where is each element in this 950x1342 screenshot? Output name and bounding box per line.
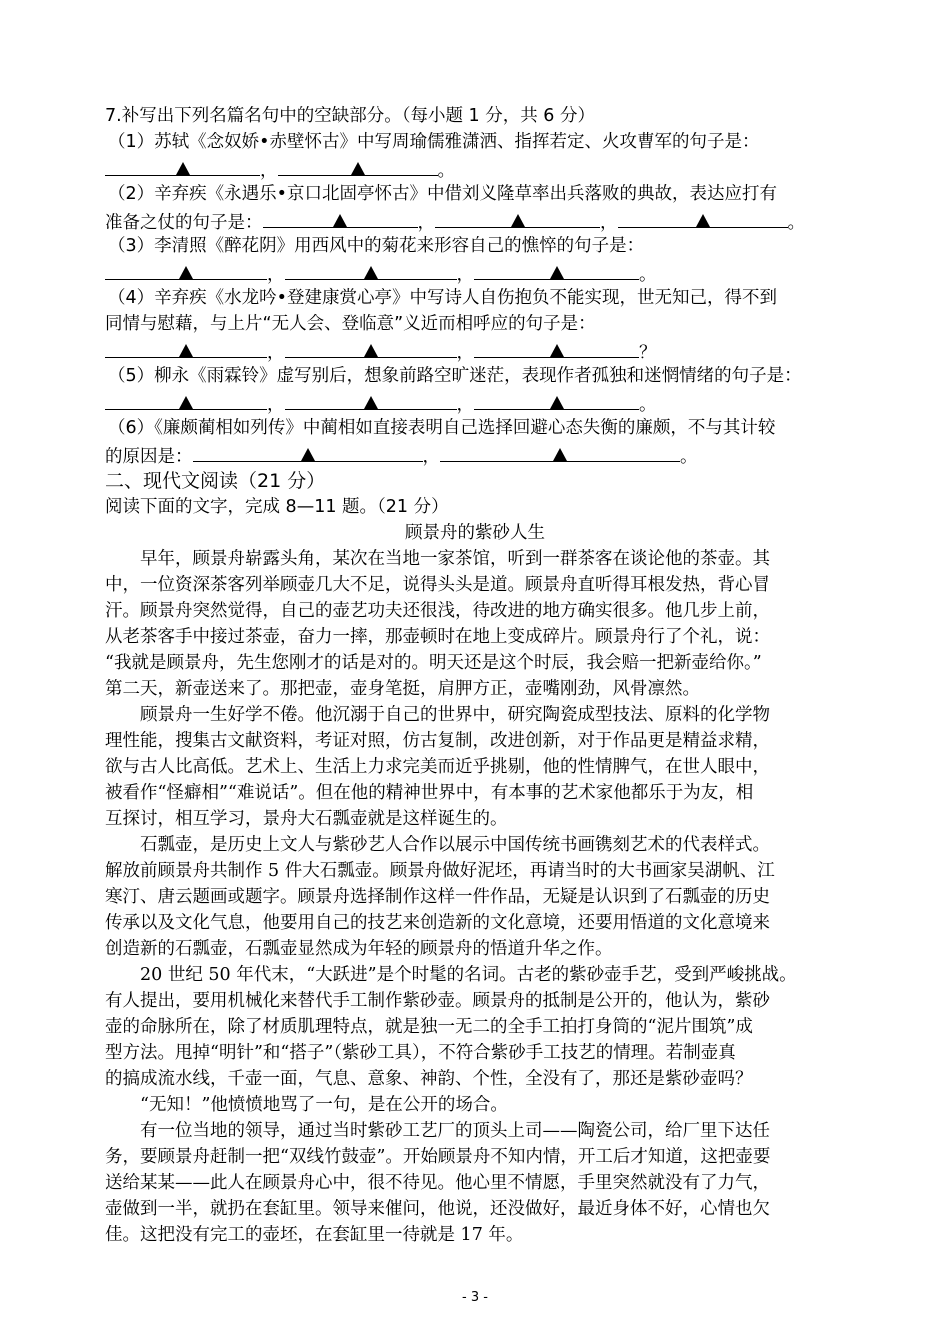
section-heading: 二、现代文阅读（21 分）	[105, 470, 326, 492]
article-line: 被看作“怪癖相”“难说话”。但在他的精神世界中，有本事的艺术家他都乐于为友，相	[105, 783, 754, 803]
answer-blank[interactable]	[435, 207, 600, 228]
answer-blank[interactable]	[105, 259, 267, 280]
article-line: 理性能，搜集古文献资料，考证对照，仿古复制，改进创新，对于作品更是精益求精，	[105, 731, 770, 751]
triangle-icon	[511, 214, 525, 227]
article-line: 壶的命脉所在，除了材质肌理特点，就是独一无二的全手工拍打身筒的“泥片围筑”成	[105, 1017, 753, 1037]
punct: ，	[600, 213, 618, 233]
article-line: 中，一位资深茶客列举顾壶几大不足，说得头头是道。顾景舟直听得耳根发热，背心冒	[105, 575, 770, 595]
article-line: 创造新的石瓢壶，石瓢壶显然成为年轻的顾景舟的悟道升华之作。	[105, 939, 613, 959]
article-line: 有一位当地的领导，通过当时紫砂工艺厂的顶头上司——陶瓷公司，给厂里下达任	[140, 1121, 770, 1141]
answer-blank[interactable]	[105, 155, 260, 176]
triangle-icon	[179, 266, 193, 279]
triangle-icon	[550, 266, 564, 279]
article-line: 汗。顾景舟突然觉得，自己的壶艺功夫还很浅，待改进的地方确实很多。他几步上前，	[105, 601, 770, 621]
q7-sub6-line2	[105, 441, 698, 470]
article-line: 20 世纪 50 年代末，“大跃进”是个时髦的名词。古老的紫砂壶手艺，受到严峻挑战。	[140, 965, 797, 985]
q7-sub3-blanks	[105, 259, 657, 288]
article-line: 从老茶客手中接过茶壶，奋力一摔，那壶顿时在地上变成碎片。顾景舟行了个礼，说：	[105, 627, 770, 647]
punct: 。	[787, 213, 805, 233]
article-line: “我就是顾景舟，先生您刚才的话是对的。明天还是这个时辰，我会赔一把新壶给你。”	[105, 653, 762, 673]
punct: 。	[639, 395, 657, 415]
triangle-icon	[333, 214, 347, 227]
answer-blank[interactable]	[618, 207, 788, 228]
answer-blank[interactable]	[193, 441, 423, 462]
q7-sub1-blanks	[105, 155, 455, 184]
article-line: 壶做到一半，就扔在套缸里。领导来催问，他说，还没做好，最近身体不好，心情也欠	[105, 1199, 770, 1219]
article-line: 欲与古人比高低。艺术上、生活上力求完美而近乎挑剔，他的性情脾气，在世人眼中，	[105, 757, 770, 777]
q7-sub4-blanks	[105, 337, 657, 366]
q7-sub2-prefix: 准备之仗的句子是：	[105, 213, 263, 233]
punct: 。	[639, 265, 657, 285]
punct: ，	[456, 343, 474, 363]
article-line: 解放前顾景舟共制作 5 件大石瓢壶。顾景舟做好泥坯，再请当时的大书画家吴湖帆、江	[105, 861, 775, 881]
punct: ，	[456, 395, 474, 415]
triangle-icon	[550, 344, 564, 357]
page-number: - 3 -	[462, 1290, 488, 1305]
punct: ？	[639, 343, 657, 363]
punct: ，	[267, 395, 285, 415]
q7-sub6-line1: （6）《廉颇蔺相如列传》中蔺相如直接表明自己选择回避心态失衡的廉颇，不与其计较	[108, 418, 776, 438]
answer-blank[interactable]	[285, 337, 457, 358]
answer-blank[interactable]	[474, 337, 639, 358]
answer-blank[interactable]	[263, 207, 418, 228]
article-line: 第二天，新壶送来了。那把壶，壶身笔挺，肩胛方正，壶嘴刚劲，风骨凛然。	[105, 679, 700, 699]
section-instruction: 阅读下面的文字，完成 8—11 题。（21 分）	[105, 497, 449, 517]
triangle-icon	[351, 162, 365, 175]
article-line: 务，要顾景舟赶制一把“双线竹鼓壶”。开始顾景舟不知内情，开工后才知道，这把壶要	[105, 1147, 771, 1167]
article-line: 寒汀、唐云题画或题字。顾景舟选择制作这样一件作品，无疑是认识到了石瓢壶的历史	[105, 887, 770, 907]
triangle-icon	[301, 448, 315, 461]
article-line: 早年，顾景舟崭露头角，某次在当地一家茶馆，听到一群茶客在谈论他的茶壶。其	[140, 549, 770, 569]
article-line: 有人提出，要用机械化来替代手工制作紫砂壶。顾景舟的抵制是公开的，他认为，紫砂	[105, 991, 770, 1011]
q7-header: 7.补写出下列名篇名句中的空缺部分。（每小题 1 分，共 6 分）	[105, 106, 595, 126]
triangle-icon	[364, 266, 378, 279]
q7-sub4-line1: （4）辛弃疾《水龙吟•登建康赏心亭》中写诗人自伤抱负不能实现，世无知己，得不到	[108, 288, 777, 308]
q7-sub3: （3）李清照《醉花阴》用西风中的菊花来形容自己的憔悴的句子是：	[108, 236, 645, 256]
answer-blank[interactable]	[474, 259, 639, 280]
punct: ，	[417, 213, 435, 233]
article-title: 顾景舟的紫砂人生	[405, 523, 545, 543]
article-line: 佳。这把没有完工的壶坯，在套缸里一待就是 17 年。	[105, 1225, 524, 1245]
article-line: 传承以及文化气息，他要用自己的技艺来创造新的文化意境，还要用悟道的文化意境来	[105, 913, 770, 933]
triangle-icon	[364, 396, 378, 409]
triangle-icon	[364, 344, 378, 357]
punct: 。	[680, 447, 698, 467]
triangle-icon	[553, 448, 567, 461]
triangle-icon	[696, 214, 710, 227]
punct: ，	[267, 265, 285, 285]
article-line: 顾景舟一生好学不倦。他沉溺于自己的世界中，研究陶瓷成型技法、原料的化学物	[140, 705, 770, 725]
punct: ，	[422, 447, 440, 467]
answer-blank[interactable]	[278, 155, 438, 176]
q7-sub1: （1）苏轼《念奴娇•赤壁怀古》中写周瑜儒雅潇洒、指挥若定、火攻曹军的句子是：	[108, 132, 760, 152]
punct: ，	[456, 265, 474, 285]
q7-sub2-line2	[105, 207, 805, 236]
triangle-icon	[179, 344, 193, 357]
punct: ，	[260, 161, 278, 181]
punct: 。	[437, 161, 455, 181]
answer-blank[interactable]	[105, 337, 267, 358]
article-line: 石瓢壶，是历史上文人与紫砂艺人合作以展示中国传统书画镌刻艺术的代表样式。	[140, 835, 770, 855]
q7-sub4-line2: 同情与慰藉，与上片“无人会、登临意”义近而相呼应的句子是：	[105, 314, 596, 334]
triangle-icon	[550, 396, 564, 409]
answer-blank[interactable]	[440, 441, 680, 462]
article-line: 型方法。甩掉“明针”和“搭子”（紫砂工具），不符合紫砂手工技艺的情理。若制壶真	[105, 1043, 736, 1063]
answer-blank[interactable]	[474, 389, 639, 410]
q7-sub2-line1: （2）辛弃疾《永遇乐•京口北固亭怀古》中借刘义隆草率出兵落败的典故，表达应打有	[108, 184, 777, 204]
triangle-icon	[179, 396, 193, 409]
article-line: 的搞成流水线，千壶一面，气息、意象、神韵、个性，全没有了，那还是紫砂壶吗？	[105, 1069, 753, 1089]
punct: ，	[267, 343, 285, 363]
article-line: 互探讨，相互学习，景舟大石瓢壶就是这样诞生的。	[105, 809, 508, 829]
article-line: “无知！”他愤愤地骂了一句，是在公开的场合。	[140, 1095, 508, 1115]
article-line: 送给某某——此人在顾景舟心中，很不待见。他心里不情愿，手里突然就没有了力气，	[105, 1173, 770, 1193]
q7-sub5: （5）柳永《雨霖铃》虚写别后，想象前路空旷迷茫，表现作者孤独和迷惘情绪的句子是：	[108, 366, 802, 386]
answer-blank[interactable]	[105, 389, 267, 410]
q7-sub6-prefix: 的原因是：	[105, 447, 193, 467]
answer-blank[interactable]	[285, 389, 457, 410]
answer-blank[interactable]	[285, 259, 457, 280]
q7-sub5-blanks	[105, 389, 657, 418]
triangle-icon	[176, 162, 190, 175]
